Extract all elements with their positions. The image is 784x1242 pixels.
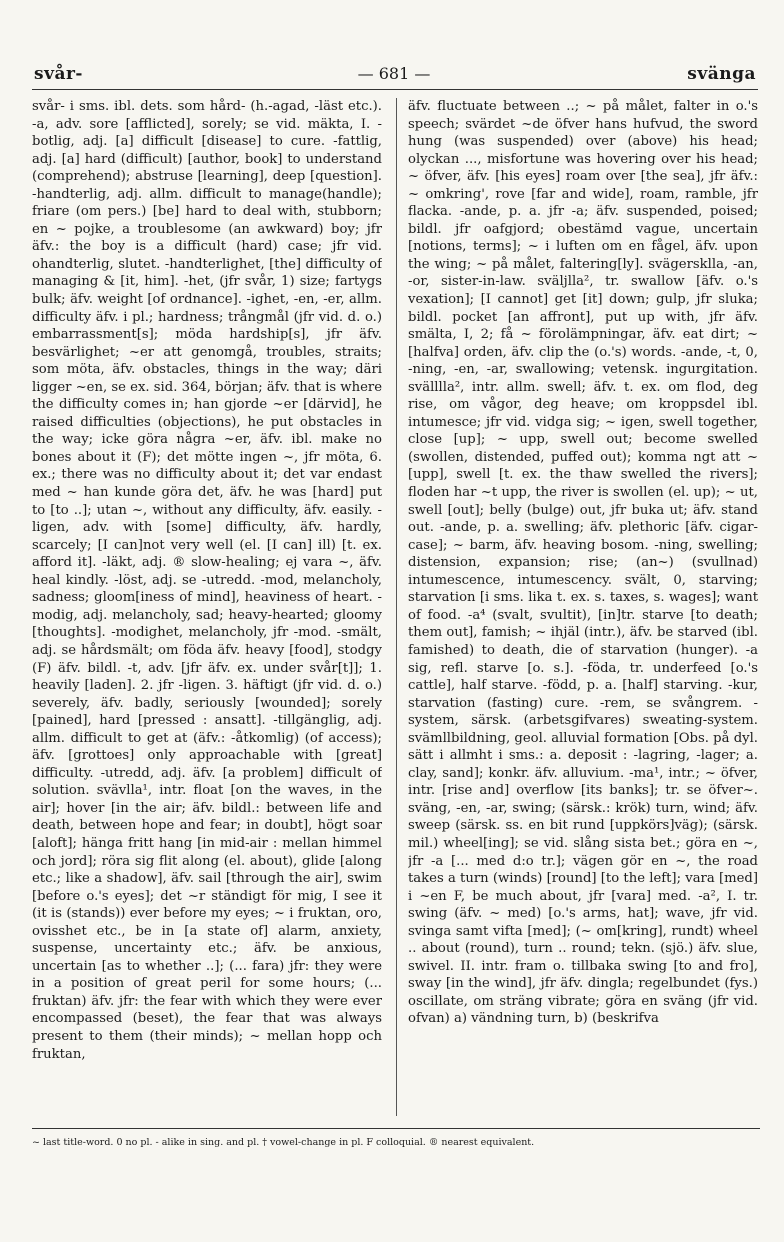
legend-text: ~ last title-word. 0 no pl. - alike in sing. and pl. † vowel-change in pl. F colloquial. ® nearest equivalent.	[32, 1137, 535, 1148]
right-column-text: äfv. fluctuate between ..; ~ på målet, falter in o.'s speech; svärdet ~de öfver hans hufvud, the sword hung (was suspended) over (above) his head; olyckan ..., misfortune was hovering over his head; ~ öfver, äfv. [his eyes] roam over [the sea], jfr äfv.: ~ omkring', rove [far and wide], roam, ramble, jfr flacka. -ande, p. a. jfr -a; äfv. suspended, poised; bildl. jfr oafgjord; obestämd vague, uncertain [notions, terms]; ~ i luften om en fågel, äfv. upon the wing; ~ på målet, faltering[ly]. svägersklla, -an, -or, sister-in-law. sväljlla², tr. swallow [äfv. o.'s vexation]; [I cannot] get [it] down; gulp, jfr sluka; bildl. pocket [an affront], put up with, jfr äfv. smälta, I, 2; få ~ förolämpningar, äfv. eat dirt; ~ [halfva] orden, äfv. clip the (o.'s) words. -ande, -t, 0, -ning, -en, -ar, swallowing; vetensk. ingurgitation. svälllla², intr. allm. swell; äfv. t. ex. om flod, deg rise, om vågor, deg heave; om kroppsdel ibl. intumesce; jfr vid. vidga sig; ~ igen, swell together, close [up]; ~ upp, swell out; become swelled (swollen, distended, puffed out); komma ngt att ~ [upp], swell [t. ex. the thaw swelled the rivers]; floden har ~t upp, the river is swollen (el. up); ~ ut, swell [out]; belly (bulge) out, jfr buka ut; äfv. stand out. -ande, p. a. swelling; äfv. plethoric [äfv. cigar-case]; ~ barm, äfv. heaving bosom. -ning, swelling; distension, expansion; rise; (an~) (svullnad) intumescence, intumescency. svält, 0, starving; starvation [i sms. lika t. ex. s. taxes, s. wages]; want of food. -a⁴ (svalt, svultit), [in]tr. starve [to death; them out], famish; ~ ihjäl (intr.), äfv. be starved (ibl. famished) to death, die of starvation (hunger). -a sig, refl. starve [o. s.]. -föda, tr. underfeed [o.'s cattle], half starve. -född, p. a. [half] starving. -kur, starvation (fasting) cure. -rem, se svångrem. -system, särsk. (arbetsgifvares) sweating-system. svämllbildning, geol. alluvial formation [Obs. på dyl. sätt i allmht i sms.: a. deposit : -lagring, -lager; a. clay, sand]; konkr. äfv. alluvium. -ma¹, intr.; ~ öfver, intr. [rise and] overflow [its banks]; tr. se öfver~. sväng, -en, -ar, swing; (särsk.: krök) turn, wind; äfv. sweep (särsk. ss. en bit rund [uppkörs]väg); (särsk. mil.) wheel[ing]; se vid. slång sista bet.; göra en ~, jfr -a [... med d:o tr.]; vägen gör en ~, the road takes a turn (winds) [round] [to the left]; vara [med] i ~en F, be much about, jfr [vara] med. -a², I. tr. swing (äfv. ~ med) [o.'s arms, hat]; wave, jfr vid. svinga samt vifta [med]; (~ om[kring], rundt) wheel .. about (round), turn .. round; tekn. (sjö.) äfv. slue, swivel. II. intr. fram o. tillbaka swing [to and fro], sway [in the wind], jfr äfv. dingla; regelbundet (fys.) oscillate, om sträng vibrate; göra en sväng (jfr vid. ofvan) a) vändning turn, b) (beskrifva	[408, 99, 758, 1027]
page-number: — 681 —	[357, 64, 431, 83]
header-rule	[32, 89, 758, 90]
dictionary-page	[30, 58, 758, 1148]
page-header	[30, 58, 758, 82]
abbreviation-legend	[32, 1128, 760, 1148]
left-column	[32, 98, 382, 1118]
column-divider	[396, 98, 397, 1116]
body-columns	[32, 98, 760, 1118]
left-column-text: svår- i sms. ibl. dets. som hård- (h.-agad, -läst etc.). -a, adv. sore [afflicted], sorely; se vid. mäkta, I. -botlig, adj. [a] difficult [disease] to cure. -fattlig, adj. [a] hard (difficult) [author, book] to understand (comprehend); abstruse [learning], deep [question]. -handterlig, adj. allm. difficult to manage(handle); friare (om pers.) [be] hard to deal with, stubborn; en ~ pojke, a troublesome (an awkward) boy; jfr äfv.: the boy is a difficult (hard) case; jfr vid. ohandterlig, slutet. -handterlighet, [the] difficulty of managing & [it, him]. -het, (jfr svår, 1) size; fartygs bulk; äfv. weight [of ordnance]. -ighet, -en, -er, allm. difficulty äfv. i pl.; hardness; trångmål (jfr vid. d. o.) embarrassment[s]; möda hardship[s], jfr äfv. besvärlighet; ~er att genomgå, troubles, straits; som möta, äfv. obstacles, things in the way; däri ligger ~en, se ex. sid. 364, början; äfv. that is where the difficulty comes in; han gjorde ~er [därvid], he raised difficulties (objections), he put obstacles in the way; icke göra några ~er, äfv. ibl. make no bones about it (F); det mötte ingen ~, jfr möta, 6. ex.; there was no difficulty about it; det var endast med ~ han kunde göra det, äfv. he was [hard] put to [to ..]; utan ~, without any difficulty, äfv. easily. -ligen, adv. with [some] difficulty, äfv. hardly, scarcely; [I can]not very well (el. [I can] ill) [t. ex. afford it]. -läkt, adj. ® slow-healing; ej vara ~, äfv. heal kindly. -löst, adj. se -utredd. -mod, melancholy, sadness; gloom[iness of mind], heaviness of heart. -modig, adj. melancholy, sad; heavy-hearted; gloomy [thoughts]. -modighet, melancholy, jfr -mod. -smält, adj. se hårdsmält; om föda äfv. heavy [food], stodgy (F) äfv. bildl. -t, adv. [jfr äfv. ex. under svår[t]]; 1. heavily [laden]. 2. jfr -ligen. 3. häftigt (jfr vid. d. o.) severely, äfv. badly, seriously [wounded]; sorely [pained], hard [pressed : ansatt]. -tillgänglig, adj. allm. difficult to get at (äfv.: -åtkomlig) (of access); äfv. [grottoes] only approachable with [great] difficulty. -utredd, adj. äfv. [a problem] difficult of solution. svävlla¹, intr. float [on the waves, in the air]; hover [in the air; äfv. bildl.: between life and death, between hope and fear; in doubt], högt soar [aloft]; hänga fritt hang [in mid-air : mellan himmel och jord]; röra sig flit along (el. about), glide [along etc.; like a shadow], äfv. sail [through the air], swim [before o.'s eyes]; det ~r ständigt för mig, I see it (it is (stands)) ever before my eyes; ~ i fruktan, oro, ovisshet etc., be in [a state of] alarm, anxiety, suspense, uncertainty etc.; äfv. be anxious, uncertain [as to whether ..]; (... fara) jfr: they were in a position of great peril for some hours; (... fruktan) äfv. jfr: the fear with which they were ever encompassed (beset), the fear that was always present to them (their minds); ~ mellan hopp och fruktan,	[32, 99, 382, 1062]
right-column	[408, 98, 758, 1118]
header-first-entry: svår-	[34, 64, 83, 84]
header-last-entry: svänga	[687, 64, 756, 84]
